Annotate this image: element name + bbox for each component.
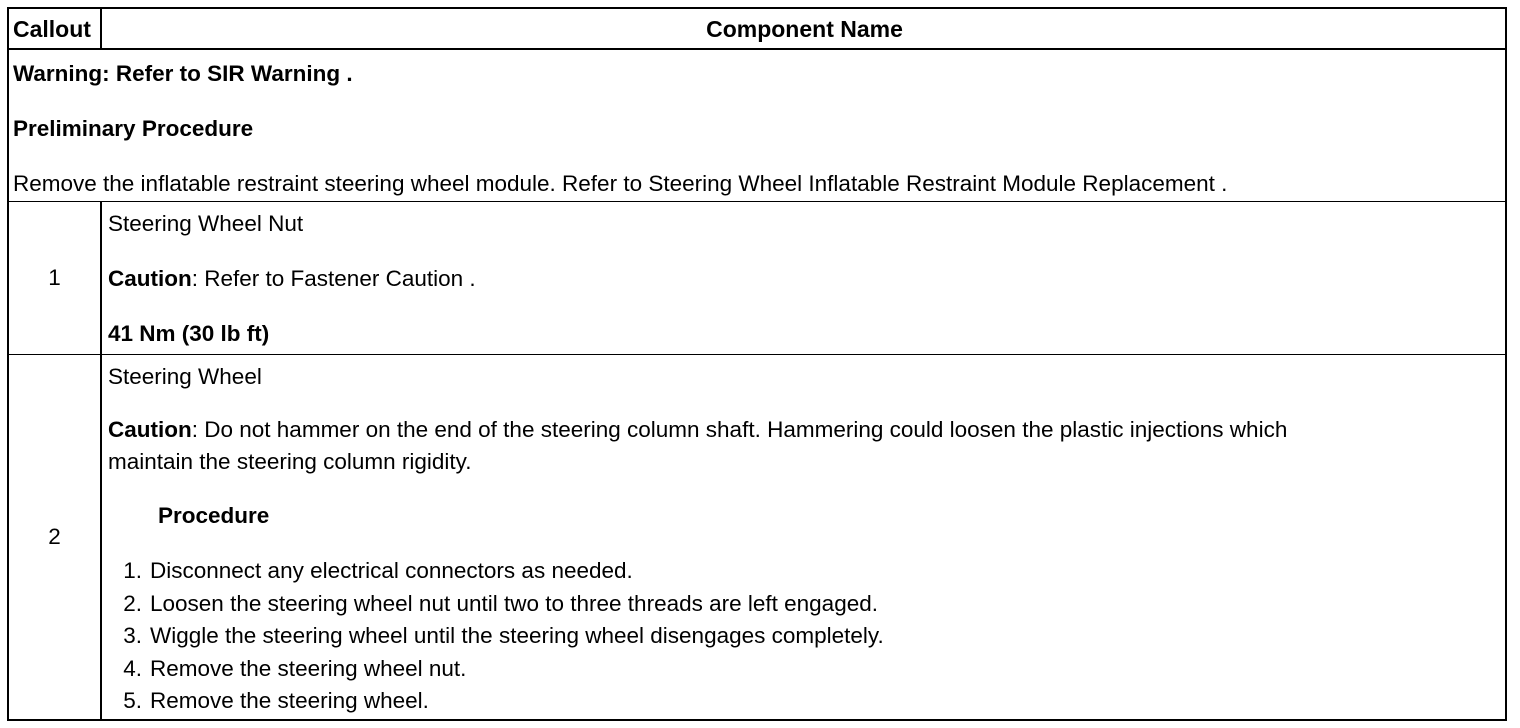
warning-label: Warning: xyxy=(13,61,110,86)
component-name-column-header: Component Name xyxy=(706,16,903,42)
step-number: 3. xyxy=(123,623,142,648)
step-text: Wiggle the steering wheel until the steering wheel disengages completely. xyxy=(150,623,884,648)
table-header-row xyxy=(9,9,1505,50)
step-number: 4. xyxy=(123,655,142,681)
procedure-heading: Procedure xyxy=(158,503,270,528)
step-number: 5. xyxy=(123,688,142,713)
table-row xyxy=(9,355,1505,719)
component-cell xyxy=(104,355,1505,719)
component-cell xyxy=(104,202,1505,354)
caution-text: : Refer to Fastener Caution . xyxy=(191,266,476,291)
component-name: Steering Wheel Nut xyxy=(108,211,304,236)
preliminary-procedure-heading: Preliminary Procedure xyxy=(13,116,254,141)
step-number: 1. xyxy=(123,558,142,583)
step-text: Remove the steering wheel nut. xyxy=(150,655,467,681)
list-item xyxy=(104,620,884,653)
warning-line xyxy=(13,61,353,87)
callout-column-header: Callout xyxy=(9,9,102,48)
caution-label: Caution xyxy=(108,266,192,291)
list-item xyxy=(104,685,884,718)
caution-text: : Do not hammer on the end of the steering column shaft. Hammering could loosen the plastic injections which xyxy=(191,417,1288,442)
step-text: Disconnect any electrical connectors as needed. xyxy=(150,558,633,583)
caution-line xyxy=(108,417,1287,443)
step-text: Remove the steering wheel. xyxy=(150,688,429,713)
caution-line xyxy=(108,266,476,292)
table-row xyxy=(9,202,1505,355)
step-text: Loosen the steering wheel nut until two to three threads are left engaged. xyxy=(150,590,878,616)
caution-text-continued: maintain the steering column rigidity. xyxy=(108,449,472,474)
list-item xyxy=(104,588,884,621)
torque-spec: 41 Nm (30 lb ft) xyxy=(108,321,270,346)
warning-text: Refer to SIR Warning . xyxy=(109,61,353,86)
procedure-steps xyxy=(104,555,884,718)
list-item xyxy=(104,653,884,686)
step-number: 2. xyxy=(123,590,142,616)
caution-label: Caution xyxy=(108,417,192,442)
component-name: Steering Wheel xyxy=(108,364,262,389)
component-table xyxy=(7,7,1507,721)
preliminary-instruction: Remove the inflatable restraint steering wheel module. Refer to Steering Wheel Inflatable Restraint Module Replacement . xyxy=(13,171,1228,196)
preliminary-section xyxy=(9,50,1505,202)
callout-number: 1 xyxy=(9,202,102,354)
callout-number: 2 xyxy=(9,355,102,719)
list-item xyxy=(104,555,884,588)
